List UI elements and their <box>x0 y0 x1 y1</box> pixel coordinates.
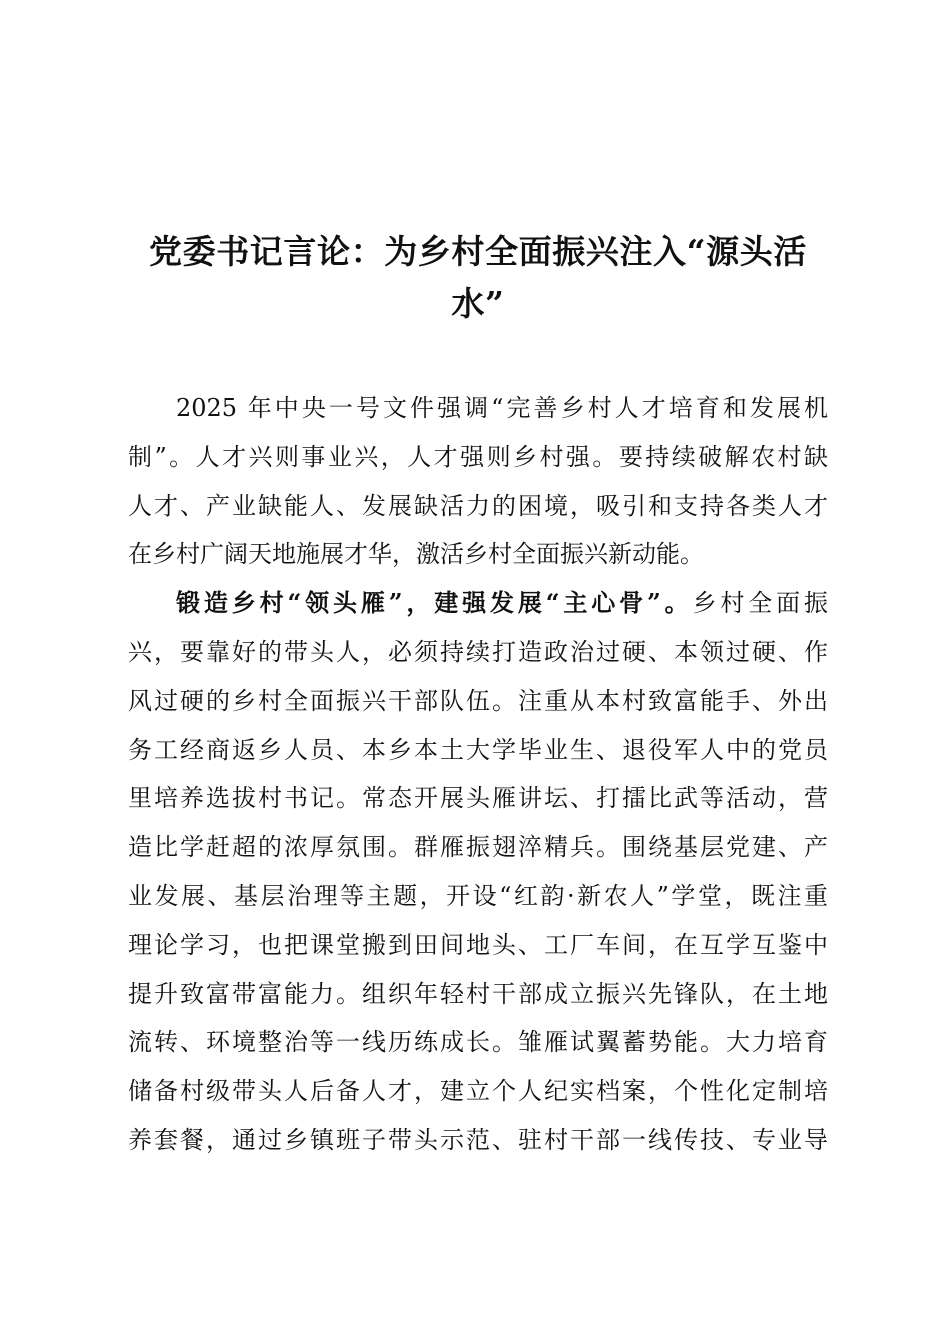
paragraph-line: 理论学习，也把课堂搬到田间地头、工厂车间，在互学互鉴中 <box>128 930 828 959</box>
page-title <box>128 226 828 330</box>
paragraph-line: 制”。人才兴则事业兴，人才强则乡村强。要持续破解农村缺 <box>128 442 828 471</box>
paragraph-lead-heading: 锻造乡村“领头雁”，建强发展“主心骨”。 <box>176 588 693 618</box>
paragraph-line-rest: 乡村全面振 <box>692 589 829 618</box>
paragraph-line: 兴，要靠好的带头人，必须持续打造政治过硬、本领过硬、作 <box>128 637 828 666</box>
paragraph-line: 里培养选拔村书记。常态开展头雁讲坛、打擂比武等活动，营 <box>128 784 828 813</box>
paragraph-line: 流转、环境整治等一线历练成长。雏雁试翼蓄势能。大力培育 <box>128 1028 828 1057</box>
paragraph-2 <box>128 579 828 1165</box>
title-line-2: 水” <box>451 284 505 323</box>
title-line-1: 党委书记言论：为乡村全面振兴注入“源头活 <box>149 232 807 271</box>
paragraph-line-with-lead <box>128 579 828 628</box>
paragraph-line: 人才、产业缺能人、发展缺活力的困境，吸引和支持各类人才 <box>128 491 828 520</box>
paragraph-line: 储备村级带头人后备人才，建立个人纪实档案，个性化定制培 <box>128 1077 828 1106</box>
paragraph-line: 在乡村广阔天地施展才华，激活乡村全面振兴新动能。 <box>128 540 704 569</box>
paragraph-line: 务工经商返乡人员、本乡本土大学毕业生、退役军人中的党员 <box>128 735 828 764</box>
paragraph-line: 2025 年中央一号文件强调“完善乡村人才培育和发展机 <box>176 394 828 422</box>
document-body <box>128 384 828 1165</box>
paragraph-line: 风过硬的乡村全面振兴干部队伍。注重从本村致富能手、外出 <box>128 686 828 715</box>
paragraph-line: 养套餐，通过乡镇班子带头示范、驻村干部一线传技、专业导 <box>128 1125 828 1154</box>
paragraph-line: 业发展、基层治理等主题，开设“红韵·新农人”学堂，既注重 <box>128 881 828 910</box>
paragraph-1 <box>128 384 828 579</box>
paragraph-line: 造比学赶超的浓厚氛围。群雁振翅淬精兵。围绕基层党建、产 <box>128 833 828 862</box>
paragraph-line: 提升致富带富能力。组织年轻村干部成立振兴先锋队，在土地 <box>128 979 828 1008</box>
